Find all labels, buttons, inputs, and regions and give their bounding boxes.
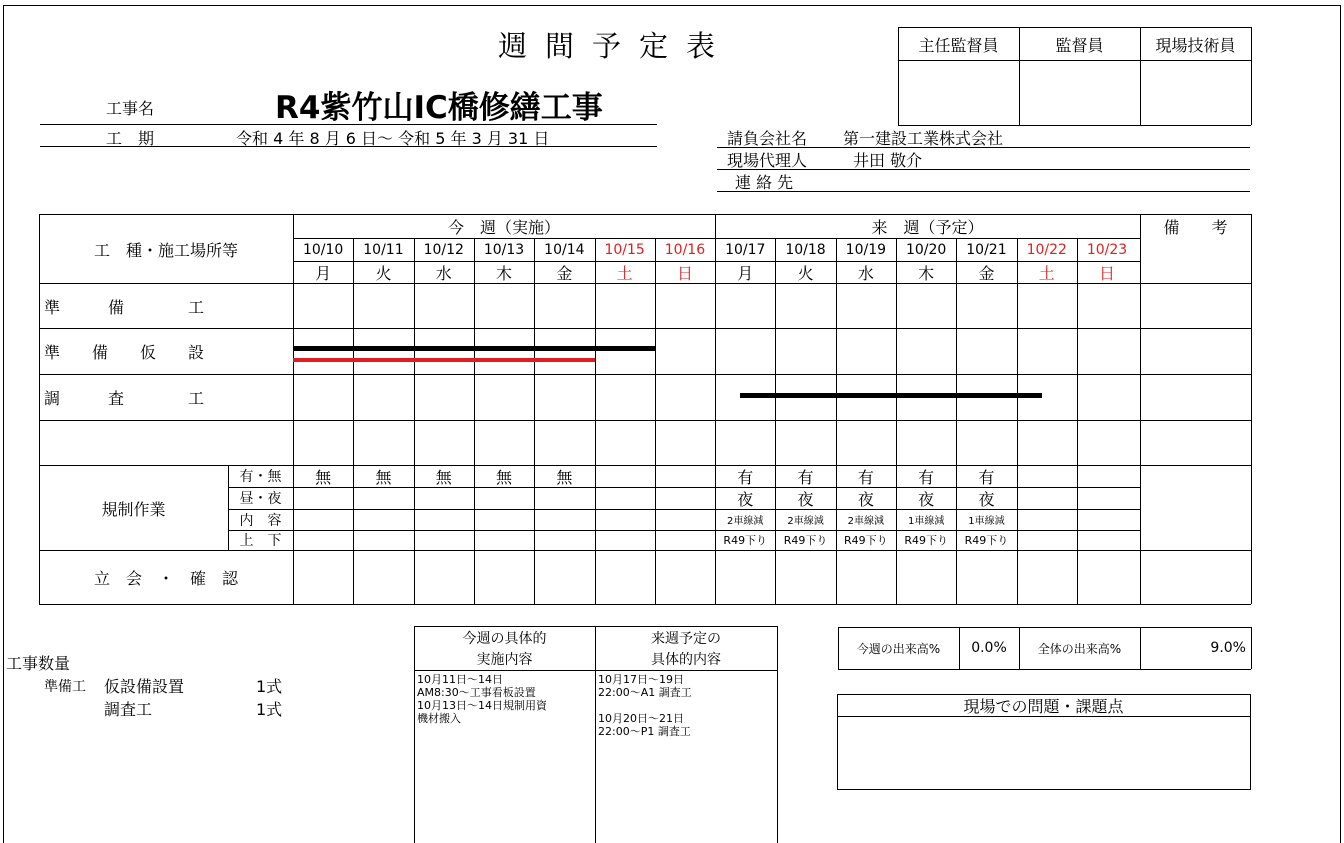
regulation-direction-11: R49下り: [904, 533, 948, 547]
date-11: 10/20: [905, 242, 947, 258]
date-7: 10/16: [664, 242, 706, 258]
weekday-4: 木: [496, 263, 513, 283]
this-week-detail-line-3: 10月13日～14日規制用資: [417, 699, 547, 712]
agent-label: 現場代理人: [727, 151, 808, 170]
work-type-header: 工 種・施工場所等: [93, 240, 238, 260]
next-week-detail-header-2: 具体的内容: [651, 652, 721, 668]
qty-name-1: 仮設備設置: [104, 677, 185, 696]
frame-left: [3, 5, 4, 843]
work-row-label-1: 準 備 工: [44, 298, 205, 317]
regulation-day-night-9: 夜: [797, 489, 814, 509]
weekday-3: 水: [435, 263, 452, 283]
regulation-day-night-12: 夜: [978, 489, 995, 509]
this-week-detail-line-4: 機材搬入: [417, 712, 461, 725]
date-14: 10/23: [1086, 242, 1128, 258]
next-week-detail-line-2: 22:00～A1 調査工: [598, 686, 692, 699]
approval-header-1: 主任監督員: [918, 35, 999, 55]
date-10: 10/19: [845, 242, 887, 258]
period-label: 工 期: [106, 129, 155, 148]
schedule-bar-3: [740, 393, 1042, 398]
regulation-sub-label-1: 有・無: [239, 469, 282, 485]
regulation-presence-9: 有: [797, 467, 814, 487]
regulation-presence-4: 無: [496, 467, 513, 487]
date-2: 10/11: [363, 242, 404, 258]
regulation-presence-8: 有: [737, 467, 754, 487]
weekday-11: 木: [918, 263, 935, 283]
regulation-direction-10: R49下り: [844, 533, 888, 547]
next-week-detail-line-5: 22:00～P1 調査工: [598, 725, 691, 738]
next-week-detail-line-4: 10月20日～21日: [598, 712, 684, 725]
regulation-sub-label-4: 上 下: [239, 533, 282, 549]
company-name: 第一建設工業株式会社: [843, 129, 1004, 148]
date-12: 10/21: [966, 242, 1007, 258]
date-4: 10/13: [483, 242, 525, 258]
page-title: 週間予定表: [498, 29, 734, 63]
regulation-presence-12: 有: [978, 467, 995, 487]
project-name: R4紫竹山IC橋修繕工事: [275, 90, 603, 126]
weekday-8: 月: [737, 263, 754, 283]
weekday-10: 水: [857, 263, 874, 283]
regulation-content-10: 2車線減: [847, 516, 885, 527]
witness-label: 立 会 ・ 確 認: [93, 569, 238, 588]
regulation-direction-12: R49下り: [964, 533, 1009, 547]
qty-category-1: 準備工: [44, 679, 86, 695]
this-week-detail-header-1: 今週の具体的: [462, 631, 547, 647]
this-week-detail-line-1: 10月11日～14日: [417, 673, 503, 686]
regulation-presence-11: 有: [918, 467, 935, 487]
regulation-presence-5: 無: [556, 467, 573, 487]
regulation-day-night-10: 夜: [857, 489, 874, 509]
regulation-sub-label-3: 内 容: [239, 512, 282, 529]
regulation-day-night-11: 夜: [918, 489, 935, 509]
approval-header-2: 監督員: [1055, 35, 1104, 55]
quantities-title: 工事数量: [6, 654, 71, 673]
weekday-7: 日: [676, 263, 693, 283]
qty-name-2: 調査工: [104, 700, 153, 719]
weekday-6: 土: [616, 263, 633, 283]
this-week-progress-value: 0.0%: [971, 640, 1007, 656]
this-week-progress-label: 今週の出来高%: [856, 641, 941, 656]
company-label: 請負会社名: [727, 129, 808, 148]
regulation-content-9: 2車線減: [787, 516, 824, 527]
date-13: 10/22: [1026, 242, 1067, 258]
regulation-direction-8: R49下り: [723, 533, 768, 547]
weekday-12: 金: [978, 263, 995, 283]
work-row-label-2: 準 備 仮 設: [44, 343, 205, 362]
contact-label: 連 絡 先: [735, 173, 794, 192]
issues-title: 現場での問題・課題点: [963, 696, 1124, 716]
regulation-sub-label-2: 昼・夜: [239, 491, 282, 507]
weekday-1: 月: [315, 263, 332, 283]
date-6: 10/15: [604, 242, 645, 258]
project-period: 令和 4 年 8 月 6 日～ 令和 5 年 3 月 31 日: [236, 129, 550, 148]
frame-top: [3, 5, 1341, 6]
this-week-detail-line-2: AM8:30～工事看板設置: [417, 686, 536, 699]
regulation-content-12: 1車線減: [968, 516, 1005, 527]
date-5: 10/14: [544, 242, 585, 258]
qty-amount-1: 1式: [256, 677, 283, 696]
weekday-9: 火: [797, 263, 814, 283]
this-week-header: 今 週（実施）: [448, 217, 561, 237]
regulation-content-8: 2車線減: [727, 516, 764, 527]
weekday-5: 金: [556, 263, 573, 283]
total-progress-label: 全体の出来高%: [1037, 641, 1122, 656]
work-row-label-3: 調 査 工: [44, 389, 205, 408]
next-week-detail-line-1: 10月17日～19日: [598, 673, 684, 686]
regulation-direction-9: R49下り: [783, 533, 828, 547]
remarks-header: 備 考: [1163, 217, 1228, 237]
schedule-bar-2: [293, 358, 595, 362]
regulation-presence-3: 無: [435, 467, 452, 487]
date-1: 10/10: [302, 242, 344, 258]
agent-name: 井田 敬介: [853, 151, 923, 170]
regulation-presence-1: 無: [315, 467, 332, 487]
next-week-header: 来 週（予定）: [871, 217, 984, 237]
date-3: 10/12: [423, 242, 464, 258]
qty-amount-2: 1式: [256, 700, 283, 719]
weekday-14: 日: [1099, 263, 1116, 283]
project-name-label: 工事名: [106, 99, 155, 118]
regulation-presence-2: 無: [375, 467, 392, 487]
regulation-label: 規制作業: [101, 499, 166, 519]
weekday-13: 土: [1038, 263, 1055, 283]
this-week-detail-header-2: 実施内容: [476, 652, 533, 668]
next-week-detail-header-1: 来週予定の: [651, 631, 721, 647]
regulation-day-night-8: 夜: [737, 489, 754, 509]
total-progress-value: 9.0%: [1210, 640, 1246, 656]
schedule-bar-1: [293, 346, 655, 351]
date-8: 10/17: [725, 242, 766, 258]
date-9: 10/18: [785, 242, 826, 258]
weekday-2: 火: [375, 263, 392, 283]
frame-right: [1340, 5, 1341, 843]
regulation-content-11: 1車線減: [907, 516, 945, 527]
regulation-presence-10: 有: [857, 467, 874, 487]
approval-header-3: 現場技術員: [1155, 35, 1236, 55]
